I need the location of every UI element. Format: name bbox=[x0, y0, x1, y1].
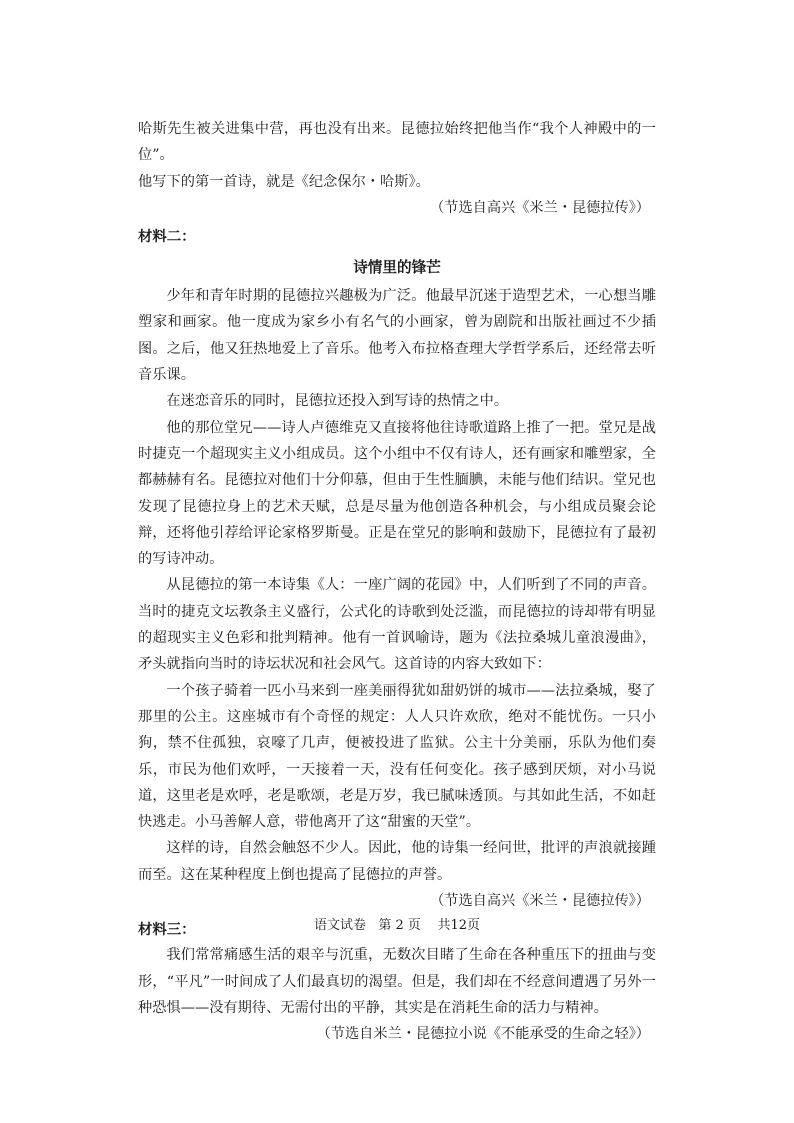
material-2-paragraph: 从昆德拉的第一本诗集《人：一座广阔的花园》中，人们听到了不同的声音。当时的捷克文坛教条主义盛行，公式化的诗歌到处泛滥，而昆德拉的诗却带有明显的超现实主义色彩和批判精神。他有一首讽喻诗，题为《法拉桑城儿童浪漫曲》，矛头就指向当时的诗坛状况和社会风气。这首诗的内容大致如下： bbox=[138, 577, 656, 673]
material-3-source: （节选自米兰・昆德拉小说《不能承受的生命之轻》） bbox=[316, 1026, 650, 1043]
material-2-paragraph: 在迷恋音乐的同时，昆德拉还投入到写诗的热情之中。 bbox=[166, 393, 509, 410]
material-2-poem-summary: 一个孩子骑着一匹小马来到一座美丽得犹如甜奶饼的城市——法拉桑城，娶了那里的公主。这座城市有个奇怪的规定：人人只许欢欣，绝对不能忧伤。一只小狗，禁不住孤独，哀嚎了几声，便被投进了监狱。公主十分美丽，乐队为他们奏乐，市民为他们欢呼，一天接着一天，没有任何变化。孩子感到厌烦，对小马说道，这里老是欢呼，老是歌颂，老是万岁，我已腻味透顶。与其如此生活，不如赶快逃走。小马善解人意，带他离开了这“甜蜜的天堂”。 bbox=[138, 682, 656, 831]
intro-line-2: 他写下的第一首诗，就是《纪念保尔・哈斯》。 bbox=[138, 173, 430, 190]
material-2-paragraph: 少年和青年时期的昆德拉兴趣极为广泛。他最早沉迷于造型艺术，一心想当雕塑家和画家。他一度成为家乡小有名气的小画家，曾为剧院和出版社画过不少插图。之后，他又狂热地爱上了音乐。他考入布拉格查理大学哲学系后，还经常去听音乐课。 bbox=[138, 288, 656, 384]
intro-source: （节选自高兴《米兰・昆德拉传》） bbox=[430, 199, 650, 216]
material-2-paragraph: 他的那位堂兄——诗人卢德维克又直接将他往诗歌道路上推了一把。堂兄是战时捷克一个超现实主义小组成员。这个小组中不仅有诗人，还有画家和雕塑家，全都赫赫有名。昆德拉对他们十分仰慕，但由于生性腼腆，未能与他们结识。堂兄也发现了昆德拉身上的艺术天赋，总是尽量为他创造各种机会，与小组成员聚会论辩，还将他引荐给评论家格罗斯曼。正是在堂兄的影响和鼓励下，昆德拉有了最初的写诗冲动。 bbox=[138, 419, 656, 568]
material-2-source: （节选自高兴《米兰・昆德拉传》） bbox=[430, 893, 650, 910]
material-2-paragraph: 这样的诗，自然会触怒不少人。因此，他的诗集一经问世，批评的声浪就接踵而至。这在某种程度上倒也提高了昆德拉的声誉。 bbox=[138, 840, 656, 883]
material-2-title: 诗情里的锋芒 bbox=[353, 259, 441, 277]
material-3-heading: 材料三： bbox=[138, 922, 196, 939]
material-3-paragraph: 我们常常痛感生活的艰辛与沉重，无数次目睹了生命在各种重压下的扭曲与变形，“平凡”一时间成了人们最真切的渴望。但是，我们却在不经意间遭遇了另外一种恐惧——没有期待、无需付出的平静，其实是在消耗生命的活力与精神。 bbox=[138, 947, 656, 1016]
intro-line-1: 哈斯先生被关进集中营，再也没有出来。昆德拉始终把他当作“我个人神殿中的一位”。 bbox=[138, 121, 656, 164]
page-content bbox=[138, 116, 656, 1048]
page-footer: 语文试卷 第 2 页 共12页 bbox=[313, 918, 480, 933]
material-2-heading: 材料二： bbox=[138, 229, 196, 246]
